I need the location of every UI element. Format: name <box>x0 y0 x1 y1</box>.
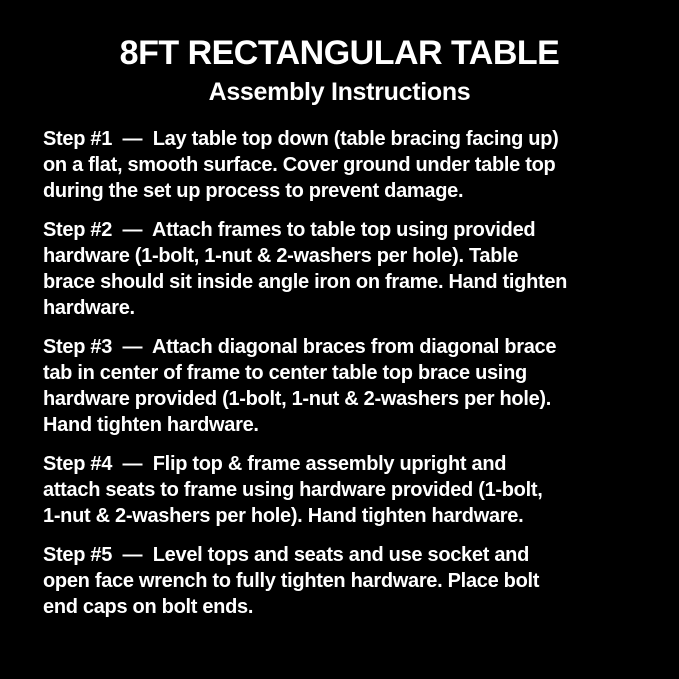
page-title: 8FT RECTANGULAR TABLE <box>119 34 560 72</box>
step-line: Step #4 — Flip top & frame assembly upright and <box>43 453 507 475</box>
step-line: tab in center of frame to center table top brace using <box>43 362 527 384</box>
step-line: hardware. <box>43 297 135 319</box>
page-subtitle: Assembly Instructions <box>208 78 471 106</box>
step-4-paragraph <box>43 451 659 529</box>
step-1-paragraph <box>43 126 659 204</box>
step-line: during the set up process to prevent damage. <box>43 180 464 202</box>
step-line: brace should sit inside angle iron on frame. Hand tighten <box>43 271 568 293</box>
step-line: on a flat, smooth surface. Cover ground under table top <box>43 154 556 176</box>
step-line: Hand tighten hardware. <box>43 414 259 436</box>
step-3-paragraph <box>43 334 659 438</box>
step-line: Step #1 — Lay table top down (table bracing facing up) <box>43 128 559 150</box>
step-line: Step #5 — Level tops and seats and use socket and <box>43 544 529 566</box>
step-line: Step #3 — Attach diagonal braces from diagonal brace <box>43 336 557 358</box>
card-header <box>0 0 679 107</box>
step-line: hardware (1-bolt, 1-nut & 2-washers per hole). Table <box>43 245 519 267</box>
step-5-paragraph <box>43 542 659 620</box>
step-line: attach seats to frame using hardware provided (1-bolt, <box>43 479 543 501</box>
step-line: Step #2 — Attach frames to table top using provided <box>43 219 536 241</box>
step-line: 1-nut & 2-washers per hole). Hand tighten hardware. <box>43 505 524 527</box>
steps-list <box>0 107 679 620</box>
step-line: end caps on bolt ends. <box>43 596 254 618</box>
step-line: open face wrench to fully tighten hardware. Place bolt <box>43 570 540 592</box>
step-2-paragraph <box>43 217 659 321</box>
step-line: hardware provided (1-bolt, 1-nut & 2-washers per hole). <box>43 388 552 410</box>
